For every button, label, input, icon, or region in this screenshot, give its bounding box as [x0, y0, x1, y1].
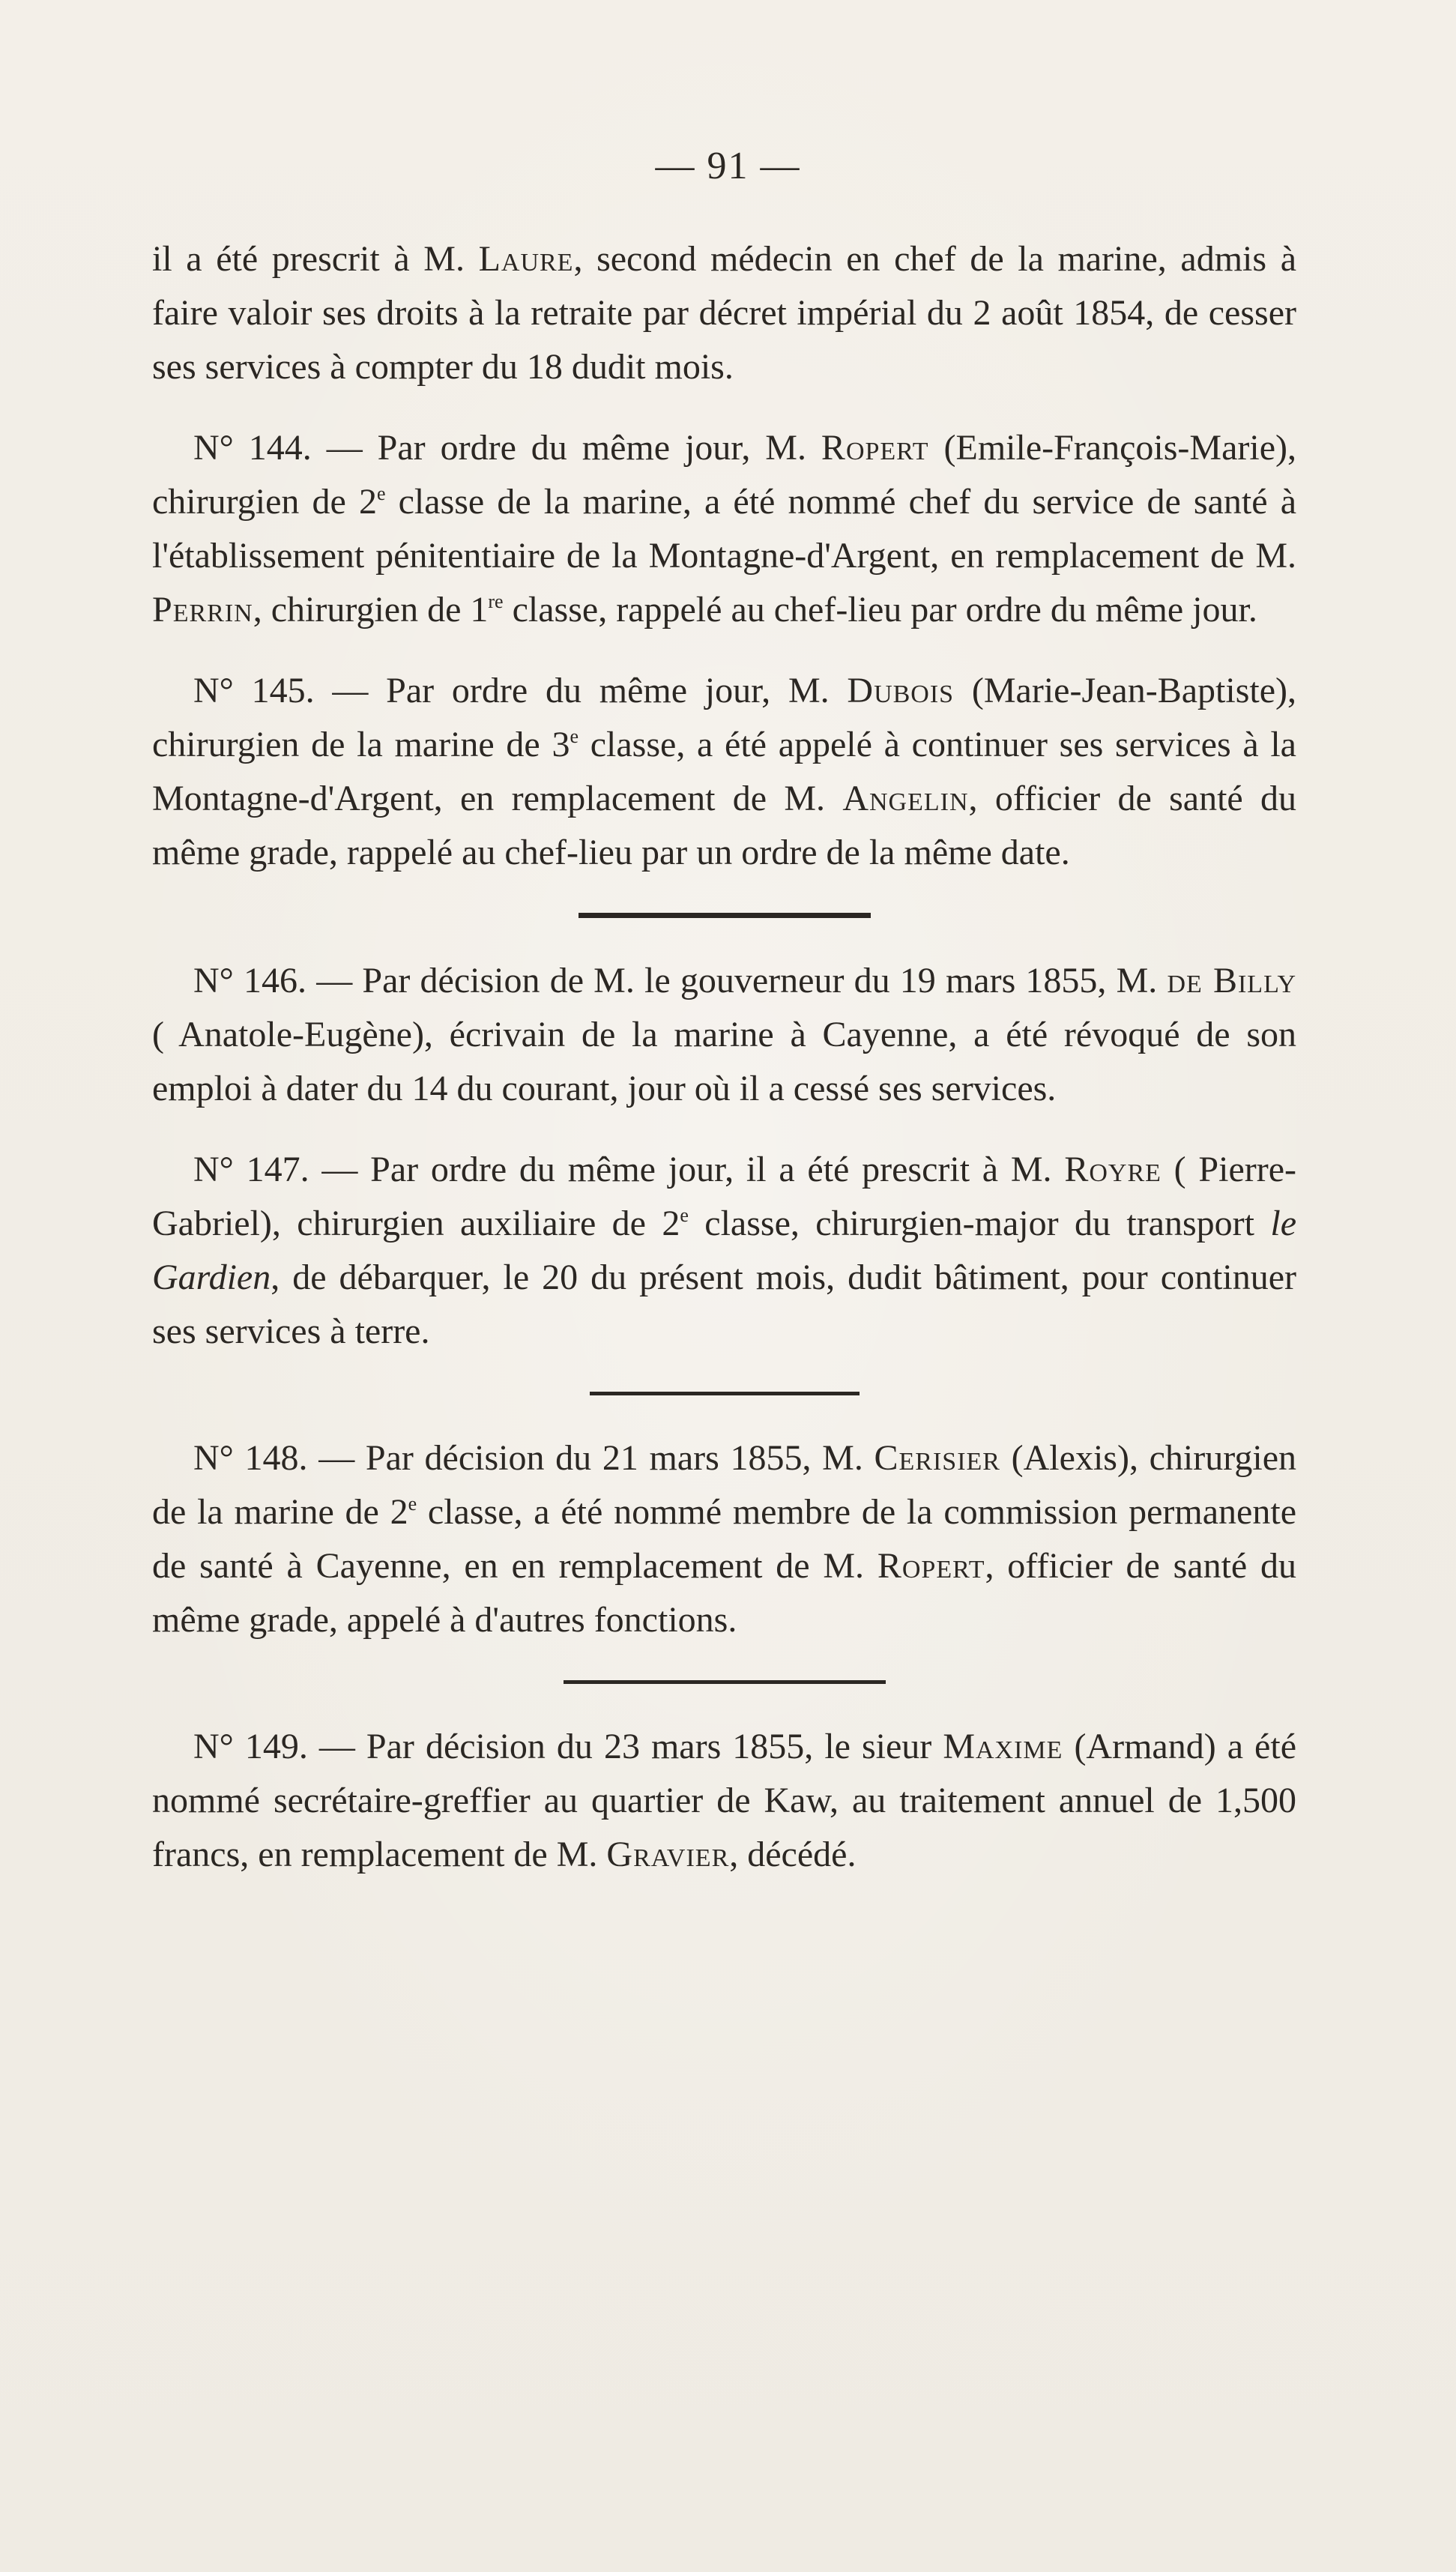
person-name: Cerisier	[874, 1438, 1000, 1478]
ordinal-suffix: re	[488, 591, 504, 612]
entry-number: N° 145.	[193, 671, 315, 710]
entry-number: N° 149.	[193, 1727, 308, 1766]
text-body	[152, 232, 1296, 1882]
paragraph-149	[152, 1720, 1296, 1882]
entry-number: N° 146.	[193, 961, 307, 1000]
paragraph-145	[152, 664, 1296, 880]
text-run: , officier de santé du même grade, rappelé au chef-lieu par un ordre de la même date.	[152, 779, 1297, 872]
text-run: — Par décision du 23 mars 1855, le sieur	[307, 1727, 943, 1766]
person-name: Gravier	[606, 1835, 730, 1874]
person-name: Ropert	[877, 1546, 985, 1586]
person-name: Perrin	[152, 590, 253, 630]
person-name: de Billy	[1167, 961, 1296, 1000]
text-run: — Par décision de M. le gouverneur du 19 mars 1855, M.	[306, 961, 1167, 1000]
text-run: classe, rappelé au chef-lieu par ordre du même jour.	[503, 590, 1257, 630]
section-divider	[590, 1392, 860, 1395]
text-run: , second médecin en chef de la marine, admis à faire valoir ses droits à la retraite par décret impérial du 2 août 1854, de cesser ses services à compter du 18 dudit mois.	[152, 239, 1296, 387]
text-run: ( Anatole-Eugène), écrivain de la marine à Cayenne, a été révoqué de son emploi à dater du 14 du courant, jour où il a cessé ses services.	[152, 1015, 1296, 1108]
person-name: Angelin	[842, 779, 969, 818]
paragraph-146	[152, 954, 1296, 1116]
entry-number: N° 148.	[193, 1438, 308, 1478]
page-number: — 91 —	[655, 145, 801, 187]
text-run: (Marie-Jean-Baptiste), chirurgien de la marine de 3	[152, 671, 1297, 764]
text-run: — Par ordre du même jour, M.	[311, 428, 821, 468]
person-name: Ropert	[821, 428, 929, 468]
section-divider	[579, 913, 871, 918]
ship-name: le Gardien	[152, 1204, 1297, 1297]
ordinal-suffix: e	[376, 483, 386, 504]
person-name: Laure	[478, 239, 574, 279]
text-run: (Alexis), chirurgien de la marine de 2	[152, 1438, 1296, 1532]
text-run: il a été prescrit à M.	[152, 239, 479, 279]
text-run: — Par décision du 21 mars 1855, M.	[307, 1438, 874, 1478]
paragraph-continuation	[152, 232, 1296, 394]
text-run: — Par ordre du même jour, il a été prescrit à M.	[309, 1150, 1065, 1189]
text-run: (Emile-François-Marie), chirurgien de 2	[152, 428, 1296, 522]
ordinal-suffix: e	[570, 725, 579, 747]
text-run: (Armand) a été nommé secrétaire-greffier au quartier de Kaw, au traitement annuel de 1,500 francs, en remplacement de M.	[152, 1727, 1296, 1874]
text-run: — Par ordre du même jour, M.	[314, 671, 848, 710]
text-run: classe de la marine, a été nommé chef du service de santé à l'établissement pénitentiaire de la Montagne-d'Argent, en remplacement de M.	[152, 482, 1296, 576]
text-run: , de débarquer, le 20 du présent mois, dudit bâtiment, pour continuer ses services à terre.	[152, 1258, 1296, 1351]
text-run: ( Pierre-Gabriel), chirurgien auxiliaire de 2	[152, 1150, 1297, 1243]
ordinal-suffix: e	[680, 1204, 689, 1226]
paragraph-148	[152, 1431, 1296, 1647]
text-run: classe, a été appelé à continuer ses services à la Montagne-d'Argent, en remplacement de M.	[152, 725, 1296, 818]
ordinal-suffix: e	[408, 1493, 417, 1515]
person-name: Dubois	[847, 671, 955, 710]
person-name: Maxime	[943, 1727, 1063, 1766]
section-divider	[564, 1680, 886, 1684]
text-run: , décédé.	[729, 1835, 857, 1874]
paragraph-147	[152, 1143, 1296, 1359]
text-run: classe, a été nommé membre de la commission permanente de santé à Cayenne, en en remplacement de M.	[152, 1492, 1296, 1586]
text-run: , chirurgien de 1	[253, 590, 489, 630]
text-run: classe, chirurgien-major du transport	[688, 1204, 1271, 1243]
paragraph-144	[152, 421, 1296, 637]
entry-number: N° 144.	[193, 428, 312, 468]
text-run: , officier de santé du même grade, appelé à d'autres fonctions.	[152, 1546, 1297, 1640]
entry-number: N° 147.	[193, 1150, 309, 1189]
person-name: Royre	[1064, 1150, 1162, 1189]
